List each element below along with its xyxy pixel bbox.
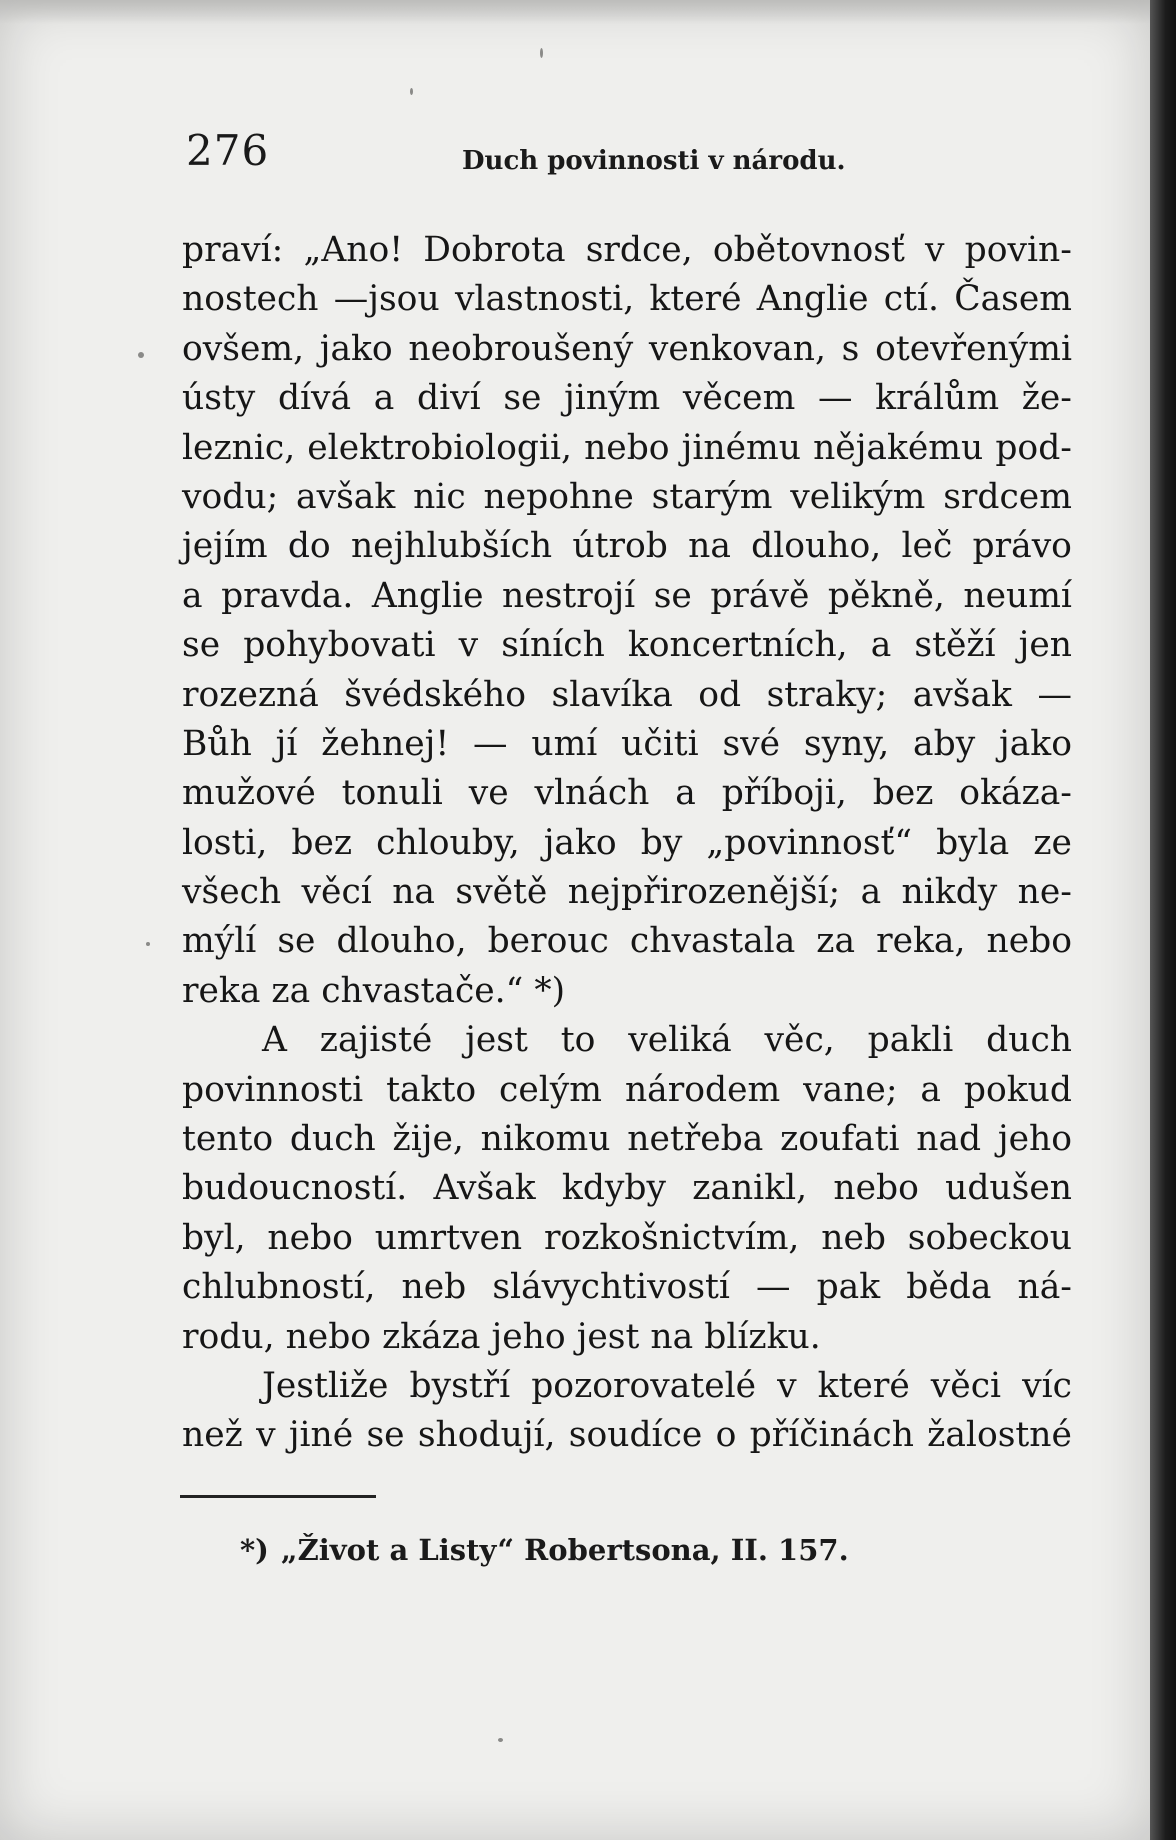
word: nic: [413, 476, 466, 517]
word: pokud: [963, 1069, 1072, 1110]
text-line: [182, 424, 1072, 473]
word: právě: [710, 575, 810, 616]
text-line: [182, 1115, 1072, 1164]
word: elektrobiologii,: [307, 427, 572, 468]
word: soudíce: [568, 1415, 703, 1456]
word: králům: [875, 378, 1000, 419]
text-line: [182, 473, 1072, 522]
word: v: [925, 230, 945, 270]
word: by: [640, 822, 683, 863]
word: síních: [501, 625, 605, 666]
word: v: [256, 1415, 276, 1456]
word: srdcem: [943, 476, 1072, 517]
text-line: [182, 621, 1072, 670]
word: blízku.: [704, 1316, 821, 1357]
word: jiným: [564, 378, 661, 419]
word: národem: [624, 1069, 781, 1110]
running-title: Duch povinnosti v národu.: [462, 146, 846, 176]
text-line: [182, 1016, 1072, 1065]
word: kdyby: [561, 1168, 666, 1209]
word: —: [817, 378, 853, 419]
word: nebo: [267, 1217, 353, 1258]
word: bystří: [409, 1365, 511, 1406]
paper-speck: [540, 48, 543, 58]
word: ústy: [182, 378, 256, 419]
word: nestrojí: [502, 575, 636, 616]
word: otevřenými: [875, 328, 1072, 369]
word: věc,: [764, 1020, 835, 1061]
word: syny,: [803, 723, 890, 764]
word: učiti: [621, 723, 699, 764]
word: jen: [1018, 625, 1072, 666]
word: tento: [182, 1119, 274, 1160]
word: netřeba: [627, 1119, 764, 1160]
word: nikomu: [480, 1119, 611, 1160]
word: všech: [182, 872, 282, 913]
word: vlnách: [534, 773, 650, 814]
word: nejhlubších: [350, 526, 553, 567]
word: světě: [455, 872, 548, 913]
word: nebo: [986, 921, 1072, 962]
word: shodují,: [417, 1415, 556, 1456]
word: koncertních,: [627, 625, 848, 666]
footnote: [240, 1533, 849, 1567]
text-line: [182, 1263, 1072, 1312]
word: příboji,: [721, 773, 847, 814]
word: leznic,: [182, 427, 296, 468]
word: jako: [319, 328, 393, 369]
word: bez: [291, 822, 353, 863]
word: neumí: [963, 575, 1072, 616]
word: jinému: [681, 427, 801, 468]
word: povin-: [964, 230, 1072, 270]
paper-speck: [410, 88, 413, 95]
word: byla: [936, 822, 1010, 863]
word: Časem: [954, 279, 1072, 320]
word: srdce,: [585, 230, 693, 270]
word: zoufati: [780, 1119, 900, 1160]
word: než: [182, 1415, 243, 1456]
word: mužové: [182, 773, 316, 814]
text-line: [182, 1214, 1072, 1263]
word: dívá: [277, 378, 352, 419]
word: pěkně,: [827, 575, 945, 616]
word: duch: [986, 1020, 1072, 1061]
word: švédského: [344, 674, 527, 715]
word: pakli: [867, 1020, 954, 1061]
word: nikdy: [901, 872, 998, 913]
word: nebo: [584, 427, 670, 468]
word: příčinách: [749, 1415, 914, 1456]
word: straky;: [766, 674, 888, 715]
word: ctí.: [883, 279, 939, 320]
word: zanikl,: [692, 1168, 808, 1209]
text-line: [182, 275, 1072, 324]
word: rodu,: [182, 1316, 275, 1357]
word: reka,: [876, 921, 966, 962]
page-right-edge: [1150, 0, 1176, 1840]
word: ne-: [1017, 872, 1072, 913]
page-top-shadow: [0, 0, 1150, 24]
word: nebo: [833, 1168, 919, 1209]
text-line: [182, 572, 1072, 621]
word: Anglie: [371, 575, 484, 616]
word: které: [649, 279, 742, 320]
word: jeho: [491, 1316, 566, 1357]
word: na: [392, 872, 435, 913]
text-line: [182, 917, 1072, 966]
word: věcem: [682, 378, 796, 419]
word: a: [870, 625, 892, 666]
word: bez: [872, 773, 934, 814]
word: na: [650, 1316, 694, 1357]
word: udušen: [945, 1168, 1072, 1209]
paper-speck: [498, 1738, 503, 1742]
text-line: [182, 1411, 1072, 1460]
word: Anglie: [756, 279, 869, 320]
word: nějakému: [813, 427, 984, 468]
word: veliká: [628, 1020, 732, 1061]
word: to: [560, 1020, 596, 1061]
word: o: [715, 1415, 737, 1456]
word: zkáza: [382, 1316, 481, 1357]
word: „Ano!: [303, 230, 404, 270]
word: Bůh: [182, 723, 252, 764]
text-line: [182, 967, 1072, 1016]
word: a: [182, 575, 203, 616]
word: žalostné: [927, 1415, 1072, 1456]
word: věcí: [301, 872, 372, 913]
word: starým: [651, 476, 773, 517]
word: celým: [499, 1069, 603, 1110]
body-text: [182, 226, 1072, 1461]
word: jeho: [997, 1119, 1072, 1160]
word: mýlí: [182, 921, 257, 962]
text-line: [182, 374, 1072, 423]
text-line: [182, 769, 1072, 818]
word: chvastače.“: [321, 970, 524, 1011]
word: neobroušený: [408, 328, 634, 369]
word: Jestliže: [262, 1365, 389, 1406]
word: —jsou: [333, 279, 440, 320]
word: ovšem,: [182, 328, 305, 369]
word: obětovnosť: [712, 230, 905, 270]
word: stěží: [914, 625, 996, 666]
word: nostech: [182, 279, 319, 320]
word: neb: [821, 1217, 886, 1258]
word: byl,: [182, 1217, 246, 1258]
word: na: [688, 526, 731, 567]
word: slávychtivostí: [492, 1267, 730, 1308]
word: slavíka: [551, 674, 673, 715]
word: „povinnosť“: [706, 822, 913, 863]
word: se: [503, 378, 542, 419]
word: za: [816, 921, 856, 962]
word: dlouho,: [751, 526, 882, 567]
word: berouc: [487, 921, 609, 962]
word: —: [473, 723, 508, 764]
paper-speck: [138, 352, 144, 358]
word: reka: [182, 970, 261, 1011]
text-line: [182, 671, 1072, 720]
word: sobeckou: [907, 1217, 1072, 1258]
word: vane;: [803, 1069, 898, 1110]
word: ná-: [1017, 1267, 1072, 1308]
word: s: [841, 328, 860, 369]
word: budoucností.: [182, 1168, 408, 1209]
word: povinnosti: [182, 1069, 364, 1110]
word: losti,: [182, 822, 268, 863]
word: jako: [999, 723, 1072, 764]
word: a: [675, 773, 696, 814]
word: právo: [972, 526, 1072, 567]
footnote-marker: *): [240, 1533, 269, 1567]
word: jako: [543, 822, 617, 863]
word: které: [817, 1365, 910, 1406]
word: se: [182, 625, 221, 666]
word: venkovan,: [648, 328, 826, 369]
text-line: [182, 1313, 1072, 1362]
word: v: [777, 1365, 797, 1406]
word: duch: [289, 1119, 376, 1160]
word: zajisté: [319, 1020, 433, 1061]
word: tonuli: [341, 773, 443, 814]
word: víc: [1022, 1365, 1072, 1406]
word: pozorovatelé: [531, 1365, 757, 1406]
word: pak: [816, 1267, 881, 1308]
word: vodu;: [182, 476, 279, 517]
word: do: [287, 526, 331, 567]
word: se: [653, 575, 692, 616]
word: umí: [531, 723, 598, 764]
word: vlastnosti,: [454, 279, 635, 320]
word: jejím: [182, 526, 268, 567]
word: neb: [401, 1267, 467, 1308]
word: za: [271, 970, 311, 1011]
word: v: [458, 625, 479, 666]
text-line: [182, 720, 1072, 769]
word: pohybovati: [243, 625, 436, 666]
word: jí: [275, 723, 298, 764]
word: jest: [576, 1316, 640, 1357]
word: A: [262, 1020, 287, 1061]
word: běda: [906, 1267, 992, 1308]
word: a: [373, 378, 395, 419]
word: žije,: [392, 1119, 464, 1160]
word: dlouho,: [336, 921, 467, 962]
word: se: [277, 921, 316, 962]
word: chvastala: [629, 921, 796, 962]
word: věci: [930, 1365, 1002, 1406]
word: nad: [916, 1119, 982, 1160]
word: se: [366, 1415, 405, 1456]
word: ve: [468, 773, 509, 814]
word: chlouby,: [376, 822, 520, 863]
word: pod-: [995, 427, 1072, 468]
text-line: [182, 1362, 1072, 1411]
word: jest: [465, 1020, 528, 1061]
word: nepohne: [483, 476, 634, 517]
text-line: [182, 868, 1072, 917]
word: nebo: [285, 1316, 372, 1357]
word: aby: [913, 723, 976, 764]
word: jiné: [288, 1415, 354, 1456]
page-number: 276: [186, 126, 270, 175]
word: Dobrota: [423, 230, 566, 270]
word: ze: [1033, 822, 1072, 863]
text-line: [182, 1066, 1072, 1115]
text-line: [182, 1164, 1072, 1213]
word: rozkošnictvím,: [543, 1217, 800, 1258]
text-line: [182, 325, 1072, 374]
word: a: [860, 872, 882, 913]
word: avšak: [296, 476, 396, 517]
word: velikým: [790, 476, 926, 517]
text-line: [182, 819, 1072, 868]
word: rozezná: [182, 674, 319, 715]
word: a: [920, 1069, 941, 1110]
word: avšak: [912, 674, 1012, 715]
word: —: [756, 1267, 791, 1308]
word: pravda.: [221, 575, 354, 616]
word: —: [1037, 674, 1072, 715]
footnote-rule: [180, 1495, 376, 1498]
word: diví: [417, 378, 481, 419]
word: *): [534, 970, 566, 1011]
word: takto: [386, 1069, 477, 1110]
text-line: [182, 522, 1072, 571]
text-line: [182, 226, 1072, 275]
word: útrob: [572, 526, 668, 567]
footnote-text: „Život a Listy“ Robertsona, II. 157.: [280, 1533, 849, 1567]
word: od: [698, 674, 742, 715]
word: Avšak: [433, 1168, 536, 1209]
word: že-: [1021, 378, 1072, 419]
word: nejpřirozenější;: [567, 872, 841, 913]
word: umrtven: [374, 1217, 523, 1258]
word: leč: [901, 526, 953, 567]
word: své: [722, 723, 781, 764]
word: chlubností,: [182, 1267, 376, 1308]
word: žehnej!: [321, 723, 450, 764]
paper-speck: [146, 942, 150, 946]
word: praví:: [182, 230, 284, 270]
word: okáza-: [959, 773, 1072, 814]
